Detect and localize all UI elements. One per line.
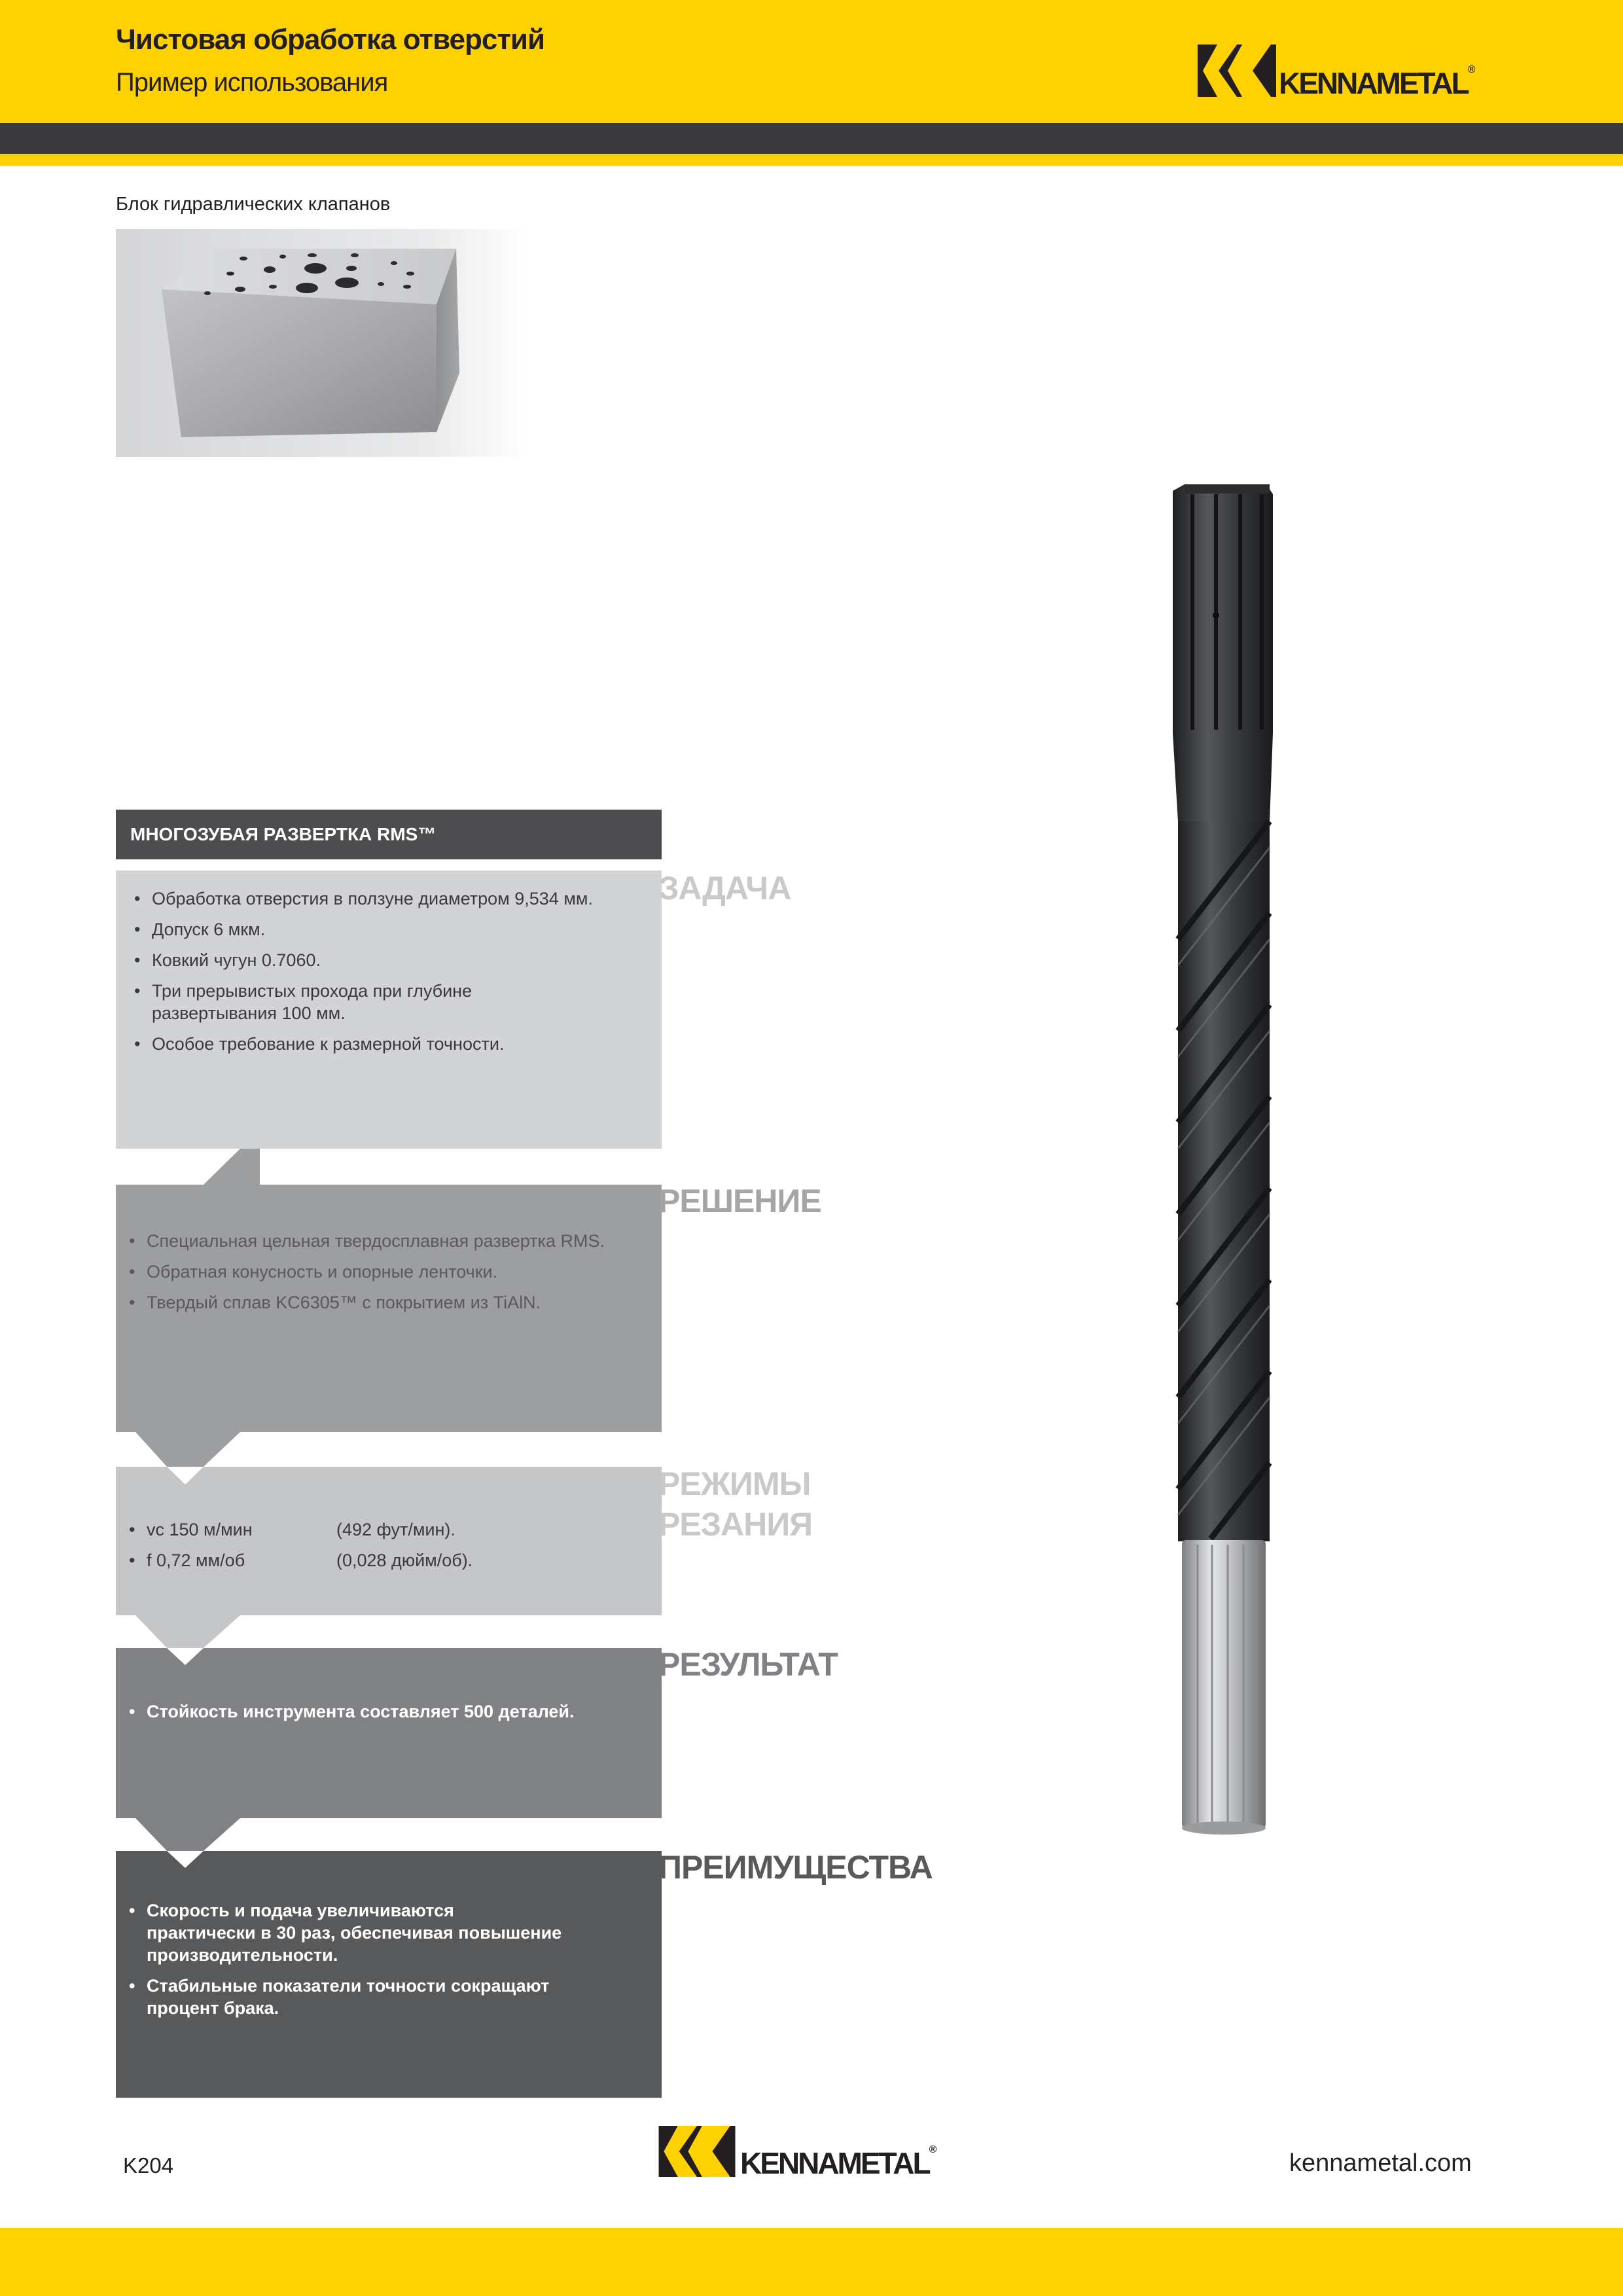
cutting-row: [125, 1518, 642, 1541]
cutting-metric: • vc 150 м/мин: [147, 1520, 253, 1539]
cutting-heading-line1: РЕЖИМЫ: [658, 1465, 811, 1502]
result-item: • Стойкость инструмента составляет 500 деталей.: [125, 1700, 642, 1723]
header-yellow-stripe: [0, 154, 1623, 166]
result-section: [116, 1615, 662, 1818]
solution-list: [125, 1230, 642, 1322]
footer-band: [0, 2228, 1623, 2296]
cutting-row: [125, 1549, 642, 1571]
task-item: • Допуск 6 мкм.: [130, 918, 641, 941]
rms-reamer-image: [1165, 481, 1296, 2052]
task-item: • Три прерывистых прохода при глубине развертывания 100 мм.: [130, 980, 492, 1024]
kennametal-k-logo-icon: [656, 2126, 738, 2177]
website-link[interactable]: kennametal.com: [1289, 2149, 1472, 2177]
result-heading: РЕЗУЛЬТАТ: [658, 1646, 838, 1683]
footer-logo: [656, 2126, 937, 2180]
header-logo: [1198, 45, 1476, 100]
cutting-heading-line2: РЕЗАНИЯ: [658, 1506, 813, 1543]
part-caption: Блок гидравлических клапанов: [116, 194, 391, 215]
task-section: [116, 870, 662, 1149]
cutting-imperial: (492 фут/мин).: [336, 1520, 455, 1539]
cutting-metric: • f 0,72 мм/об: [147, 1551, 245, 1570]
kennametal-k-logo-icon: [1198, 45, 1276, 97]
page-title: Чистовая обработка отверстий: [116, 24, 545, 56]
benefits-heading: ПРЕИМУЩЕСТВА: [658, 1849, 933, 1886]
page-subtitle: Пример использования: [116, 68, 388, 97]
benefits-item: • Стабильные показатели точности сокращают процент брака.: [125, 1975, 565, 2019]
result-list: [125, 1700, 642, 1731]
tool-title-bar: МНОГОЗУБАЯ РАЗВЕРТКА RMS™: [116, 810, 662, 859]
solution-item: • Специальная цельная твердосплавная развертка RMS.: [125, 1230, 642, 1252]
cutting-list: [125, 1518, 642, 1580]
solution-item: • Обратная конусность и опорные ленточки.: [125, 1261, 642, 1283]
task-list: [130, 888, 641, 1064]
task-item: • Ковкий чугун 0.7060.: [130, 949, 641, 971]
solution-item: • Твердый сплав KC6305™ с покрытием из TiAlN.: [125, 1291, 642, 1314]
benefits-list: [125, 1899, 570, 2028]
benefits-item: • Скорость и подача увеличиваются практически в 30 раз, обеспечивая повышение производительности.: [125, 1899, 565, 1966]
benefits-section: [116, 1818, 662, 2098]
cutting-imperial: (0,028 дюйм/об).: [336, 1551, 473, 1570]
header-dark-stripe: [0, 123, 1623, 154]
task-heading: ЗАДАЧА: [658, 870, 791, 906]
task-item: • Особое требование к размерной точности.: [130, 1033, 641, 1055]
solution-heading: РЕШЕНИЕ: [658, 1183, 821, 1219]
cutting-section: [116, 1432, 662, 1615]
hydraulic-block-photo: [116, 229, 529, 457]
page-code: K204: [123, 2153, 174, 2178]
solution-section: [116, 1149, 662, 1432]
footer-logo-text: KENNAMETAL: [740, 2146, 929, 2180]
cutting-heading: [658, 1463, 812, 1545]
footer-logo-registered: ®: [929, 2144, 937, 2155]
task-item: • Обработка отверстия в ползуне диаметром 9,534 мм.: [130, 888, 641, 910]
header-logo-registered: ®: [1467, 64, 1476, 75]
header-logo-text: KENNAMETAL: [1279, 66, 1468, 100]
